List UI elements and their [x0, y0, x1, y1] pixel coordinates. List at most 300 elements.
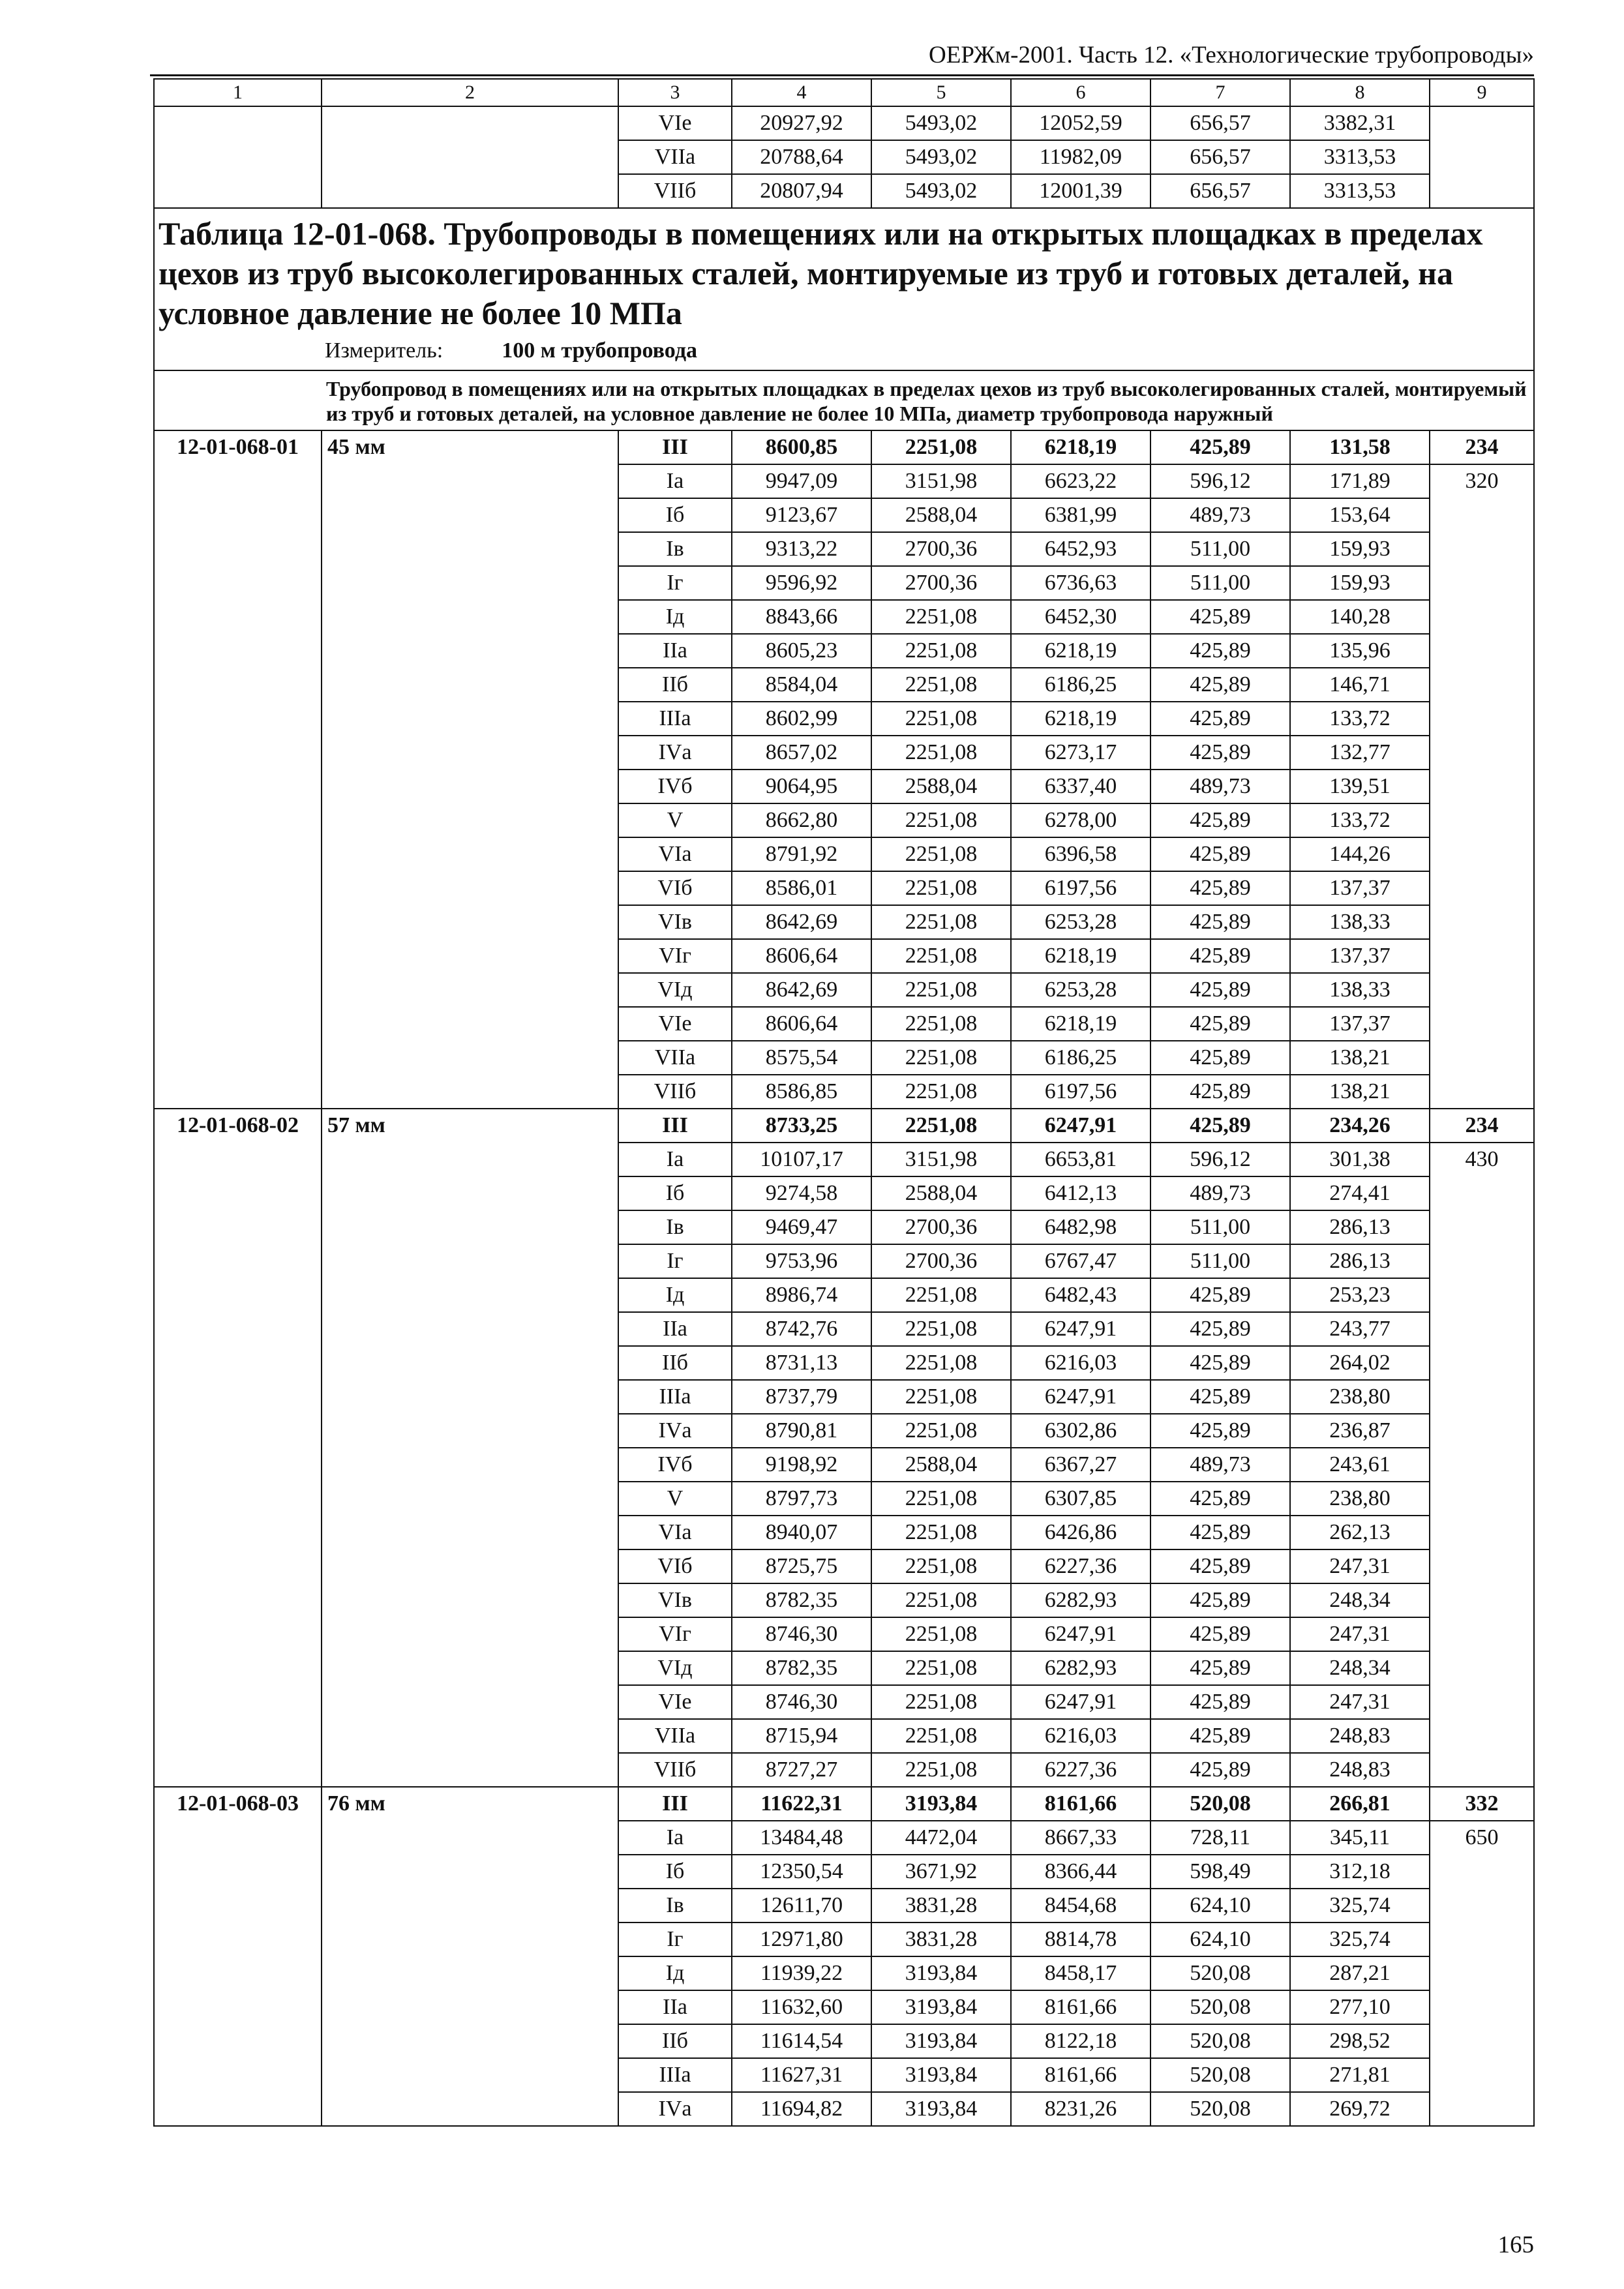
labour-cost-cell: 2251,08	[871, 1617, 1011, 1651]
machine-cost-cell: 8458,17	[1011, 1956, 1150, 1990]
zone-cell: IVб	[618, 1448, 732, 1482]
total-cost-cell: 8727,27	[732, 1753, 871, 1787]
zone-cell: VIа	[618, 837, 732, 871]
operator-wage-cell: 520,08	[1150, 2092, 1290, 2126]
materials-cost-cell: 138,33	[1290, 973, 1430, 1007]
machine-cost-cell: 8161,66	[1011, 1787, 1150, 1821]
zone-cell: Iв	[618, 532, 732, 566]
column-number: 7	[1150, 79, 1290, 106]
zone-cell: Iб	[618, 498, 732, 532]
zone-cell: IVа	[618, 1414, 732, 1448]
total-cost-cell: 8642,69	[732, 973, 871, 1007]
labour-cost-cell: 2251,08	[871, 1346, 1011, 1380]
page-number: 165	[1497, 2232, 1534, 2258]
total-cost-cell: 8662,80	[732, 803, 871, 837]
table-description-row	[154, 370, 1534, 430]
operator-wage-cell: 425,89	[1150, 973, 1290, 1007]
carryover-row	[154, 106, 1534, 140]
total-cost-cell: 11694,82	[732, 2092, 871, 2126]
zone-cell: IVб	[618, 770, 732, 803]
zone-cell: IVа	[618, 736, 732, 770]
machine-cost-cell: 8667,33	[1011, 1821, 1150, 1855]
total-cost-cell: 8715,94	[732, 1719, 871, 1753]
materials-cost-cell: 262,13	[1290, 1516, 1430, 1549]
materials-cost-cell: 298,52	[1290, 2024, 1430, 2058]
zone-cell: Iд	[618, 1278, 732, 1312]
total-cost-cell: 8731,13	[732, 1346, 871, 1380]
total-cost-cell: 13484,48	[732, 1821, 871, 1855]
column-number: 6	[1011, 79, 1150, 106]
column-number-row	[154, 79, 1534, 106]
machine-cost-cell: 6482,43	[1011, 1278, 1150, 1312]
total-cost-cell: 8746,30	[732, 1685, 871, 1719]
labour-cost-cell: 2251,08	[871, 803, 1011, 837]
operator-wage-cell: 425,89	[1150, 803, 1290, 837]
total-cost-cell: 8575,54	[732, 1041, 871, 1075]
operator-wage-cell: 489,73	[1150, 1448, 1290, 1482]
column-number: 2	[322, 79, 618, 106]
labour-cost-cell: 2251,08	[871, 973, 1011, 1007]
total-cost-cell: 8797,73	[732, 1482, 871, 1516]
machine-cost-cell: 6186,25	[1011, 1041, 1150, 1075]
operator-wage-cell: 425,89	[1150, 1109, 1290, 1143]
operator-wage-cell: 425,89	[1150, 668, 1290, 702]
operator-wage-cell: 425,89	[1150, 939, 1290, 973]
labour-cost-cell: 3831,28	[871, 1889, 1011, 1922]
carryover-code-cell	[154, 106, 322, 208]
operator-wage-cell: 520,08	[1150, 2058, 1290, 2092]
operator-wage-cell: 425,89	[1150, 736, 1290, 770]
materials-cost-cell: 3313,53	[1290, 174, 1430, 208]
materials-cost-cell: 238,80	[1290, 1482, 1430, 1516]
unit-value: 100 м трубопровода	[502, 338, 698, 363]
machine-cost-cell: 6282,93	[1011, 1651, 1150, 1685]
labour-cost-cell: 3671,92	[871, 1855, 1011, 1889]
total-cost-cell: 8790,81	[732, 1414, 871, 1448]
operator-wage-cell: 425,89	[1150, 1583, 1290, 1617]
operator-wage-cell: 425,89	[1150, 871, 1290, 905]
labour-cost-cell: 5493,02	[871, 174, 1011, 208]
zone-cell: VIIб	[618, 174, 732, 208]
machine-cost-cell: 6218,19	[1011, 1007, 1150, 1041]
zone-cell: IIIа	[618, 702, 732, 736]
labour-cost-cell: 2588,04	[871, 1448, 1011, 1482]
column-number: 4	[732, 79, 871, 106]
machine-cost-cell: 6218,19	[1011, 939, 1150, 973]
capacity-cell: 430	[1430, 1143, 1534, 1787]
total-cost-cell: 8782,35	[732, 1651, 871, 1685]
machine-cost-cell: 6767,47	[1011, 1244, 1150, 1278]
labour-cost-cell: 3151,98	[871, 464, 1011, 498]
machine-cost-cell: 6623,22	[1011, 464, 1150, 498]
labour-cost-cell: 2251,08	[871, 905, 1011, 939]
total-cost-cell: 8586,85	[732, 1075, 871, 1109]
operator-wage-cell: 511,00	[1150, 1244, 1290, 1278]
machine-cost-cell: 6227,36	[1011, 1549, 1150, 1583]
zone-cell: VIе	[618, 1685, 732, 1719]
zone-cell: IVа	[618, 2092, 732, 2126]
operator-wage-cell: 511,00	[1150, 532, 1290, 566]
operator-wage-cell: 511,00	[1150, 1210, 1290, 1244]
operator-wage-cell: 425,89	[1150, 1346, 1290, 1380]
zone-cell: III	[618, 1787, 732, 1821]
table-title: Таблица 12-01-068. Трубопроводы в помещениях или на открытых площадках в пределах цехов из труб высоколегированных сталей, монтируемые из труб и готовых деталей, на условное давление не более 10 МПа	[158, 215, 1483, 331]
zone-cell: III	[618, 1109, 732, 1143]
machine-cost-cell: 6452,93	[1011, 532, 1150, 566]
total-cost-cell: 8642,69	[732, 905, 871, 939]
labour-cost-cell: 2251,08	[871, 1516, 1011, 1549]
operator-wage-cell: 656,57	[1150, 106, 1290, 140]
zone-cell: VIб	[618, 871, 732, 905]
machine-cost-cell: 6282,93	[1011, 1583, 1150, 1617]
total-cost-cell: 8584,04	[732, 668, 871, 702]
materials-cost-cell: 325,74	[1290, 1922, 1430, 1956]
machine-cost-cell: 6247,91	[1011, 1685, 1150, 1719]
materials-cost-cell: 247,31	[1290, 1617, 1430, 1651]
total-cost-cell: 8940,07	[732, 1516, 871, 1549]
materials-cost-cell: 325,74	[1290, 1889, 1430, 1922]
table-row	[154, 430, 1534, 464]
zone-cell: V	[618, 1482, 732, 1516]
table-title-cell	[154, 208, 1534, 370]
materials-cost-cell: 140,28	[1290, 600, 1430, 634]
zone-cell: IIIа	[618, 2058, 732, 2092]
labour-cost-cell: 2251,08	[871, 1041, 1011, 1075]
operator-wage-cell: 511,00	[1150, 566, 1290, 600]
capacity-cell: 234	[1430, 430, 1534, 464]
machine-cost-cell: 6216,03	[1011, 1346, 1150, 1380]
operator-wage-cell: 425,89	[1150, 600, 1290, 634]
machine-cost-cell: 12052,59	[1011, 106, 1150, 140]
total-cost-cell: 9198,92	[732, 1448, 871, 1482]
zone-cell: IIа	[618, 1990, 732, 2024]
labour-cost-cell: 2251,08	[871, 1685, 1011, 1719]
capacity-cell: 650	[1430, 1821, 1534, 2126]
materials-cost-cell: 131,58	[1290, 430, 1430, 464]
total-cost-cell: 9753,96	[732, 1244, 871, 1278]
zone-cell: V	[618, 803, 732, 837]
operator-wage-cell: 520,08	[1150, 1990, 1290, 2024]
machine-cost-cell: 6247,91	[1011, 1109, 1150, 1143]
materials-cost-cell: 248,83	[1290, 1753, 1430, 1787]
materials-cost-cell: 159,93	[1290, 532, 1430, 566]
materials-cost-cell: 264,02	[1290, 1346, 1430, 1380]
rate-name-cell: 76 мм	[322, 1787, 618, 2126]
operator-wage-cell: 425,89	[1150, 1278, 1290, 1312]
labour-cost-cell: 2251,08	[871, 1278, 1011, 1312]
materials-cost-cell: 247,31	[1290, 1685, 1430, 1719]
rate-name-cell: 57 мм	[322, 1109, 618, 1787]
materials-cost-cell: 312,18	[1290, 1855, 1430, 1889]
total-cost-cell: 11939,22	[732, 1956, 871, 1990]
total-cost-cell: 8791,92	[732, 837, 871, 871]
materials-cost-cell: 135,96	[1290, 634, 1430, 668]
labour-cost-cell: 3193,84	[871, 2024, 1011, 2058]
machine-cost-cell: 6273,17	[1011, 736, 1150, 770]
total-cost-cell: 8657,02	[732, 736, 871, 770]
materials-cost-cell: 274,41	[1290, 1176, 1430, 1210]
machine-cost-cell: 6381,99	[1011, 498, 1150, 532]
operator-wage-cell: 425,89	[1150, 1007, 1290, 1041]
capacity-cell: 320	[1430, 464, 1534, 1109]
operator-wage-cell: 425,89	[1150, 1651, 1290, 1685]
total-cost-cell: 10107,17	[732, 1143, 871, 1176]
labour-cost-cell: 2251,08	[871, 871, 1011, 905]
operator-wage-cell: 624,10	[1150, 1922, 1290, 1956]
zone-cell: VIIа	[618, 140, 732, 174]
capacity-cell: 332	[1430, 1787, 1534, 1821]
rate-code-cell: 12-01-068-03	[154, 1787, 322, 2126]
labour-cost-cell: 5493,02	[871, 106, 1011, 140]
column-number: 1	[154, 79, 322, 106]
operator-wage-cell: 425,89	[1150, 634, 1290, 668]
total-cost-cell: 8602,99	[732, 702, 871, 736]
total-cost-cell: 9064,95	[732, 770, 871, 803]
labour-cost-cell: 2251,08	[871, 1380, 1011, 1414]
labour-cost-cell: 2251,08	[871, 939, 1011, 973]
materials-cost-cell: 144,26	[1290, 837, 1430, 871]
machine-cost-cell: 6218,19	[1011, 430, 1150, 464]
machine-cost-cell: 6186,25	[1011, 668, 1150, 702]
zone-cell: VIв	[618, 905, 732, 939]
machine-cost-cell: 6337,40	[1011, 770, 1150, 803]
machine-cost-cell: 6197,56	[1011, 871, 1150, 905]
operator-wage-cell: 425,89	[1150, 1312, 1290, 1346]
machine-cost-cell: 8122,18	[1011, 2024, 1150, 2058]
zone-cell: VIг	[618, 939, 732, 973]
total-cost-cell: 8725,75	[732, 1549, 871, 1583]
zone-cell: IIа	[618, 1312, 732, 1346]
machine-cost-cell: 6197,56	[1011, 1075, 1150, 1109]
labour-cost-cell: 2251,08	[871, 1007, 1011, 1041]
rate-name-cell: 45 мм	[322, 430, 618, 1109]
total-cost-cell: 8746,30	[732, 1617, 871, 1651]
labour-cost-cell: 2700,36	[871, 566, 1011, 600]
labour-cost-cell: 2251,08	[871, 600, 1011, 634]
zone-cell: VIIб	[618, 1075, 732, 1109]
operator-wage-cell: 425,89	[1150, 702, 1290, 736]
rate-code-cell: 12-01-068-02	[154, 1109, 322, 1787]
materials-cost-cell: 138,21	[1290, 1075, 1430, 1109]
total-cost-cell: 8782,35	[732, 1583, 871, 1617]
carryover-name-cell	[322, 106, 618, 208]
zone-cell: Iб	[618, 1855, 732, 1889]
materials-cost-cell: 247,31	[1290, 1549, 1430, 1583]
machine-cost-cell: 6247,91	[1011, 1380, 1150, 1414]
materials-cost-cell: 159,93	[1290, 566, 1430, 600]
labour-cost-cell: 2251,08	[871, 1482, 1011, 1516]
unit-label: Измеритель:	[325, 338, 444, 363]
unit-line	[158, 336, 1529, 366]
materials-cost-cell: 238,80	[1290, 1380, 1430, 1414]
labour-cost-cell: 2251,08	[871, 1651, 1011, 1685]
materials-cost-cell: 271,81	[1290, 2058, 1430, 2092]
operator-wage-cell: 425,89	[1150, 1414, 1290, 1448]
operator-wage-cell: 596,12	[1150, 1143, 1290, 1176]
zone-cell: VIIб	[618, 1753, 732, 1787]
machine-cost-cell: 6482,98	[1011, 1210, 1150, 1244]
total-cost-cell: 9274,58	[732, 1176, 871, 1210]
total-cost-cell: 8600,85	[732, 430, 871, 464]
materials-cost-cell: 234,26	[1290, 1109, 1430, 1143]
labour-cost-cell: 2251,08	[871, 430, 1011, 464]
table-description: Трубопровод в помещениях или на открытых площадках в пределах цехов из труб высоколегированных сталей, монтируемый из труб и готовых деталей, на условное давление не более 10 МПа, диаметр трубопровода наружный	[154, 370, 1534, 430]
operator-wage-cell: 425,89	[1150, 1380, 1290, 1414]
operator-wage-cell: 425,89	[1150, 1685, 1290, 1719]
operator-wage-cell: 656,57	[1150, 140, 1290, 174]
total-cost-cell: 11614,54	[732, 2024, 871, 2058]
machine-cost-cell: 6452,30	[1011, 600, 1150, 634]
zone-cell: IIIа	[618, 1380, 732, 1414]
materials-cost-cell: 236,87	[1290, 1414, 1430, 1448]
machine-cost-cell: 6218,19	[1011, 702, 1150, 736]
operator-wage-cell: 596,12	[1150, 464, 1290, 498]
labour-cost-cell: 2251,08	[871, 1109, 1011, 1143]
zone-cell: VIIа	[618, 1719, 732, 1753]
labour-cost-cell: 2251,08	[871, 1312, 1011, 1346]
zone-cell: IIа	[618, 634, 732, 668]
operator-wage-cell: 489,73	[1150, 770, 1290, 803]
materials-cost-cell: 301,38	[1290, 1143, 1430, 1176]
total-cost-cell: 11632,60	[732, 1990, 871, 2024]
operator-wage-cell: 425,89	[1150, 1617, 1290, 1651]
zone-cell: VIIа	[618, 1041, 732, 1075]
materials-cost-cell: 133,72	[1290, 803, 1430, 837]
zone-cell: VIв	[618, 1583, 732, 1617]
machine-cost-cell: 8231,26	[1011, 2092, 1150, 2126]
machine-cost-cell: 8161,66	[1011, 1990, 1150, 2024]
labour-cost-cell: 2251,08	[871, 634, 1011, 668]
materials-cost-cell: 277,10	[1290, 1990, 1430, 2024]
labour-cost-cell: 2700,36	[871, 1210, 1011, 1244]
table-row	[154, 1787, 1534, 1821]
zone-cell: IIб	[618, 668, 732, 702]
total-cost-cell: 20807,94	[732, 174, 871, 208]
materials-cost-cell: 248,34	[1290, 1651, 1430, 1685]
labour-cost-cell: 2251,08	[871, 668, 1011, 702]
materials-cost-cell: 287,21	[1290, 1956, 1430, 1990]
labour-cost-cell: 2251,08	[871, 736, 1011, 770]
total-cost-cell: 8606,64	[732, 939, 871, 973]
materials-cost-cell: 132,77	[1290, 736, 1430, 770]
zone-cell: Iв	[618, 1889, 732, 1922]
machine-cost-cell: 6412,13	[1011, 1176, 1150, 1210]
operator-wage-cell: 489,73	[1150, 1176, 1290, 1210]
operator-wage-cell: 656,57	[1150, 174, 1290, 208]
total-cost-cell: 11627,31	[732, 2058, 871, 2092]
zone-cell: VIд	[618, 1651, 732, 1685]
zone-cell: Iа	[618, 1821, 732, 1855]
operator-wage-cell: 520,08	[1150, 2024, 1290, 2058]
machine-cost-cell: 6426,86	[1011, 1516, 1150, 1549]
machine-cost-cell: 6396,58	[1011, 837, 1150, 871]
total-cost-cell: 8606,64	[732, 1007, 871, 1041]
materials-cost-cell: 3313,53	[1290, 140, 1430, 174]
operator-wage-cell: 425,89	[1150, 837, 1290, 871]
materials-cost-cell: 139,51	[1290, 770, 1430, 803]
zone-cell: VIа	[618, 1516, 732, 1549]
machine-cost-cell: 8454,68	[1011, 1889, 1150, 1922]
total-cost-cell: 8586,01	[732, 871, 871, 905]
operator-wage-cell: 520,08	[1150, 1956, 1290, 1990]
operator-wage-cell: 425,89	[1150, 1549, 1290, 1583]
capacity-cell: 234	[1430, 1109, 1534, 1143]
materials-cost-cell: 137,37	[1290, 871, 1430, 905]
total-cost-cell: 9123,67	[732, 498, 871, 532]
total-cost-cell: 8986,74	[732, 1278, 871, 1312]
table-title-row	[154, 208, 1534, 370]
total-cost-cell: 20788,64	[732, 140, 871, 174]
labour-cost-cell: 5493,02	[871, 140, 1011, 174]
total-cost-cell: 8733,25	[732, 1109, 871, 1143]
operator-wage-cell: 489,73	[1150, 498, 1290, 532]
zone-cell: VIб	[618, 1549, 732, 1583]
zone-cell: Iг	[618, 566, 732, 600]
materials-cost-cell: 243,77	[1290, 1312, 1430, 1346]
operator-wage-cell: 728,11	[1150, 1821, 1290, 1855]
labour-cost-cell: 2251,08	[871, 1753, 1011, 1787]
labour-cost-cell: 3193,84	[871, 2092, 1011, 2126]
zone-cell: IIб	[618, 1346, 732, 1380]
total-cost-cell: 12971,80	[732, 1922, 871, 1956]
labour-cost-cell: 3193,84	[871, 1956, 1011, 1990]
zone-cell: Iа	[618, 464, 732, 498]
labour-cost-cell: 4472,04	[871, 1821, 1011, 1855]
machine-cost-cell: 6278,00	[1011, 803, 1150, 837]
materials-cost-cell: 253,23	[1290, 1278, 1430, 1312]
operator-wage-cell: 624,10	[1150, 1889, 1290, 1922]
operator-wage-cell: 425,89	[1150, 1041, 1290, 1075]
materials-cost-cell: 248,34	[1290, 1583, 1430, 1617]
operator-wage-cell: 425,89	[1150, 905, 1290, 939]
total-cost-cell: 9947,09	[732, 464, 871, 498]
column-number: 8	[1290, 79, 1430, 106]
operator-wage-cell: 425,89	[1150, 1075, 1290, 1109]
labour-cost-cell: 2588,04	[871, 770, 1011, 803]
operator-wage-cell: 425,89	[1150, 1482, 1290, 1516]
labour-cost-cell: 2588,04	[871, 498, 1011, 532]
total-cost-cell: 12350,54	[732, 1855, 871, 1889]
materials-cost-cell: 3382,31	[1290, 106, 1430, 140]
labour-cost-cell: 2251,08	[871, 702, 1011, 736]
materials-cost-cell: 138,33	[1290, 905, 1430, 939]
column-number: 9	[1430, 79, 1534, 106]
zone-cell: VIе	[618, 1007, 732, 1041]
machine-cost-cell: 11982,09	[1011, 140, 1150, 174]
materials-cost-cell: 286,13	[1290, 1210, 1430, 1244]
total-cost-cell: 9313,22	[732, 532, 871, 566]
materials-cost-cell: 138,21	[1290, 1041, 1430, 1075]
labour-cost-cell: 3193,84	[871, 2058, 1011, 2092]
machine-cost-cell: 6247,91	[1011, 1312, 1150, 1346]
machine-cost-cell: 6736,63	[1011, 566, 1150, 600]
total-cost-cell: 9469,47	[732, 1210, 871, 1244]
machine-cost-cell: 6307,85	[1011, 1482, 1150, 1516]
machine-cost-cell: 12001,39	[1011, 174, 1150, 208]
header-rule	[150, 74, 1534, 76]
machine-cost-cell: 6247,91	[1011, 1617, 1150, 1651]
zone-cell: Iг	[618, 1922, 732, 1956]
zone-cell: Iб	[618, 1176, 732, 1210]
total-cost-cell: 9596,92	[732, 566, 871, 600]
running-header: ОЕРЖм-2001. Часть 12. «Технологические трубопроводы»	[929, 42, 1534, 68]
operator-wage-cell: 425,89	[1150, 1753, 1290, 1787]
column-number: 3	[618, 79, 732, 106]
carryover-capacity-cell	[1430, 106, 1534, 208]
machine-cost-cell: 8814,78	[1011, 1922, 1150, 1956]
machine-cost-cell: 6302,86	[1011, 1414, 1150, 1448]
labour-cost-cell: 3151,98	[871, 1143, 1011, 1176]
